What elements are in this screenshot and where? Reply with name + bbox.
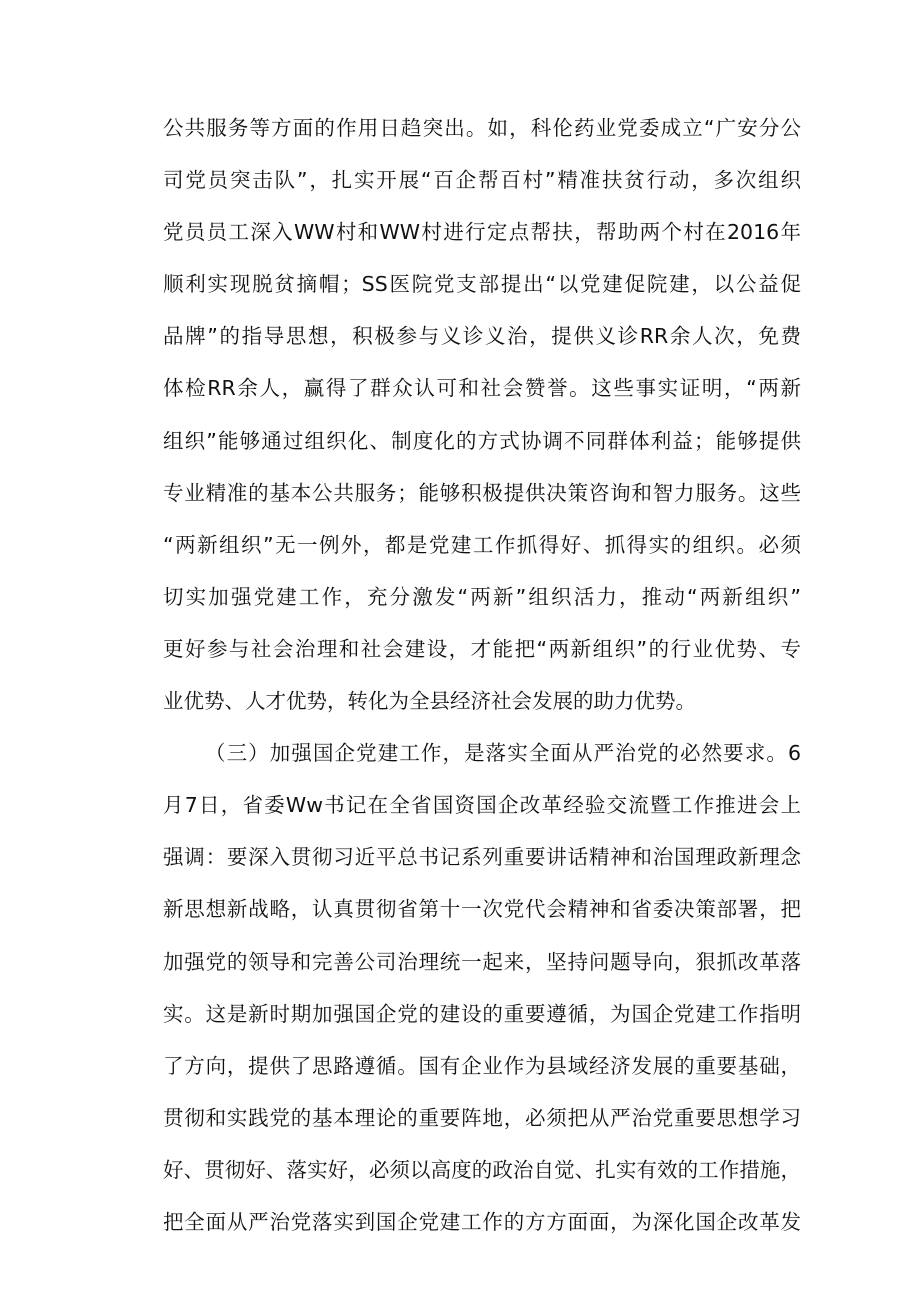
text-line: 专业精准的基本公共服务；能够积极提供决策咨询和智力服务。这些: [163, 480, 801, 505]
section-heading-line: （三）加强国企党建工作，是落实全面从严治党的必然要求。6: [205, 741, 801, 766]
text-line: 司党员突击队”，扎实开展“百企帮百村”精准扶贫行动，多次组织: [163, 168, 801, 193]
text-line: 强调：要深入贯彻习近平总书记系列重要讲话精神和治国理政新理念: [163, 845, 801, 870]
text-line: 切实加强党建工作，充分激发“两新”组织活力，推动“两新组织”: [163, 584, 801, 609]
text-line: 体检RR余人，赢得了群众认可和社会赞誉。这些事实证明，“两新: [163, 376, 801, 401]
text-line: “两新组织”无一例外，都是党建工作抓得好、抓得实的组织。必须: [163, 532, 801, 557]
paragraph-two-new-organizations: [163, 111, 801, 736]
text-line: 党员员工深入WW村和WW村进行定点帮扶，帮助两个村在2016年: [163, 220, 801, 245]
text-line: 品牌”的指导思想，积极参与义诊义治，提供义诊RR余人次，免费: [163, 324, 801, 349]
text-line: 顺利实现脱贫摘帽；SS医院党支部提出“以党建促院建，以公益促: [163, 272, 801, 297]
text-line: 业优势、人才优势，转化为全县经济社会发展的助力优势。: [163, 689, 696, 714]
text-line: 实。这是新时期加强国企党的建设的重要遵循，为国企党建工作指明: [163, 1001, 801, 1026]
text-line: 了方向，提供了思路遵循。国有企业作为县域经济发展的重要基础，: [163, 1053, 801, 1078]
document-page: [163, 111, 801, 1257]
text-line: 组织”能够通过组织化、制度化的方式协调不同群体利益；能够提供: [163, 428, 801, 453]
text-line: 把全面从严治党落实到国企党建工作的方方面面，为深化国企改革发: [163, 1209, 801, 1234]
text-line: 加强党的领导和完善公司治理统一起来，坚持问题导向，狠抓改革落: [163, 949, 801, 974]
text-line: 新思想新战略，认真贯彻省第十一次党代会精神和省委决策部署，把: [163, 897, 801, 922]
text-line: 月7日，省委Ww书记在全省国资国企改革经验交流暨工作推进会上: [163, 793, 801, 818]
text-line: 贯彻和实践党的基本理论的重要阵地，必须把从严治党重要思想学习: [163, 1105, 801, 1130]
text-line: 更好参与社会治理和社会建设，才能把“两新组织”的行业优势、专: [163, 636, 801, 661]
text-line: 公共服务等方面的作用日趋突出。如，科伦药业党委成立“广安分公: [163, 116, 801, 140]
text-line: 好、贯彻好、落实好，必须以高度的政治自觉、扎实有效的工作措施，: [163, 1157, 801, 1182]
paragraph-state-enterprise-party-building: [163, 736, 801, 1257]
